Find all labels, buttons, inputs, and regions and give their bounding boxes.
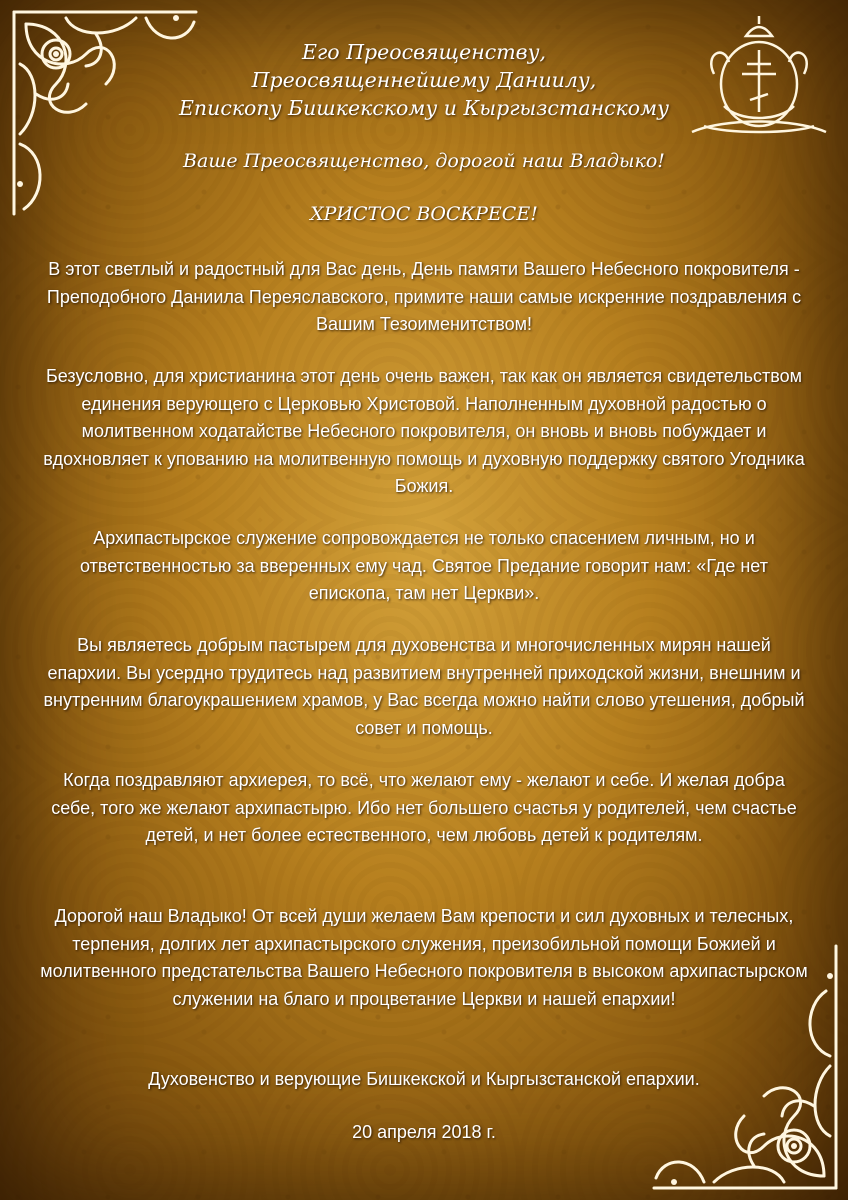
easter-greeting: ХРИСТОС ВОСКРЕСЕ!	[310, 203, 538, 225]
paragraph-5: Когда поздравляют архиерея, то всё, что желают ему - желают и себе. И желая добра себе, того же желают архипастырю. Ибо нет большего счастья у родителей, чем счастье детей, и нет более естественного, чем любовь детей к родителям.	[51, 770, 797, 846]
addressee-line-1: Его Преосвященству,	[301, 40, 547, 64]
addressee-line-3: Епископу Бишкекскому и Кыргызстанскому	[178, 96, 670, 120]
date: 20 апреля 2018 г.	[352, 1122, 496, 1142]
paragraph-3: Архипастырское служение сопровождается не только спасением личным, но и ответственностью за вверенных ему чад. Святое Предание говорит нам: «Где нет епископа, там нет Церкви».	[80, 528, 768, 604]
addressee-line-2: Преосвященнейшему Даниилу,	[251, 68, 597, 92]
paragraph-1: В этот светлый и радостный для Вас день, День памяти Вашего Небесного покровителя - Преподобного Даниила Переяславского, примите наши самые искренние поздравления с Вашим Тезоименитством!	[46, 259, 802, 335]
diocese-emblem-icon	[684, 14, 834, 142]
addressee-block	[170, 38, 678, 122]
paragraph-4: Вы являетесь добрым пастырем для духовенства и многочисленных мирян нашей епархии. Вы усердно трудитесь над развитием внутренней приходской жизни, внешним и внутренним благоукрашением храмов, у Вас всегда можно найти слово утешения, добрый совет и помощь.	[43, 635, 805, 738]
paragraph-2: Безусловно, для христианина этот день очень важен, так как он является свидетельством единения верующего с Церковью Христовой. Наполненным духовной радостью о молитвенном ходатайстве Небесного покровителя, он вновь и вновь побуждает и вдохновляет к упованию на молитвенную помощь и духовную поддержку святого Угодника Божия.	[43, 366, 805, 497]
paragraph-6: Дорогой наш Владыко! От всей души желаем Вам крепости и сил духовных и телесных, терпения, долгих лет архипастырского служения, преизобильной помощи Божией и молитвенного предстательства Вашего Небесного покровителя в высоком архипастырском служении на благо и процветание Церкви и нашей епархии!	[40, 906, 808, 1009]
signature: Духовенство и верующие Бишкекской и Кыргызстанской епархии.	[148, 1069, 700, 1089]
greeting: Ваше Преосвященство, дорогой наш Владыко!	[183, 150, 665, 172]
